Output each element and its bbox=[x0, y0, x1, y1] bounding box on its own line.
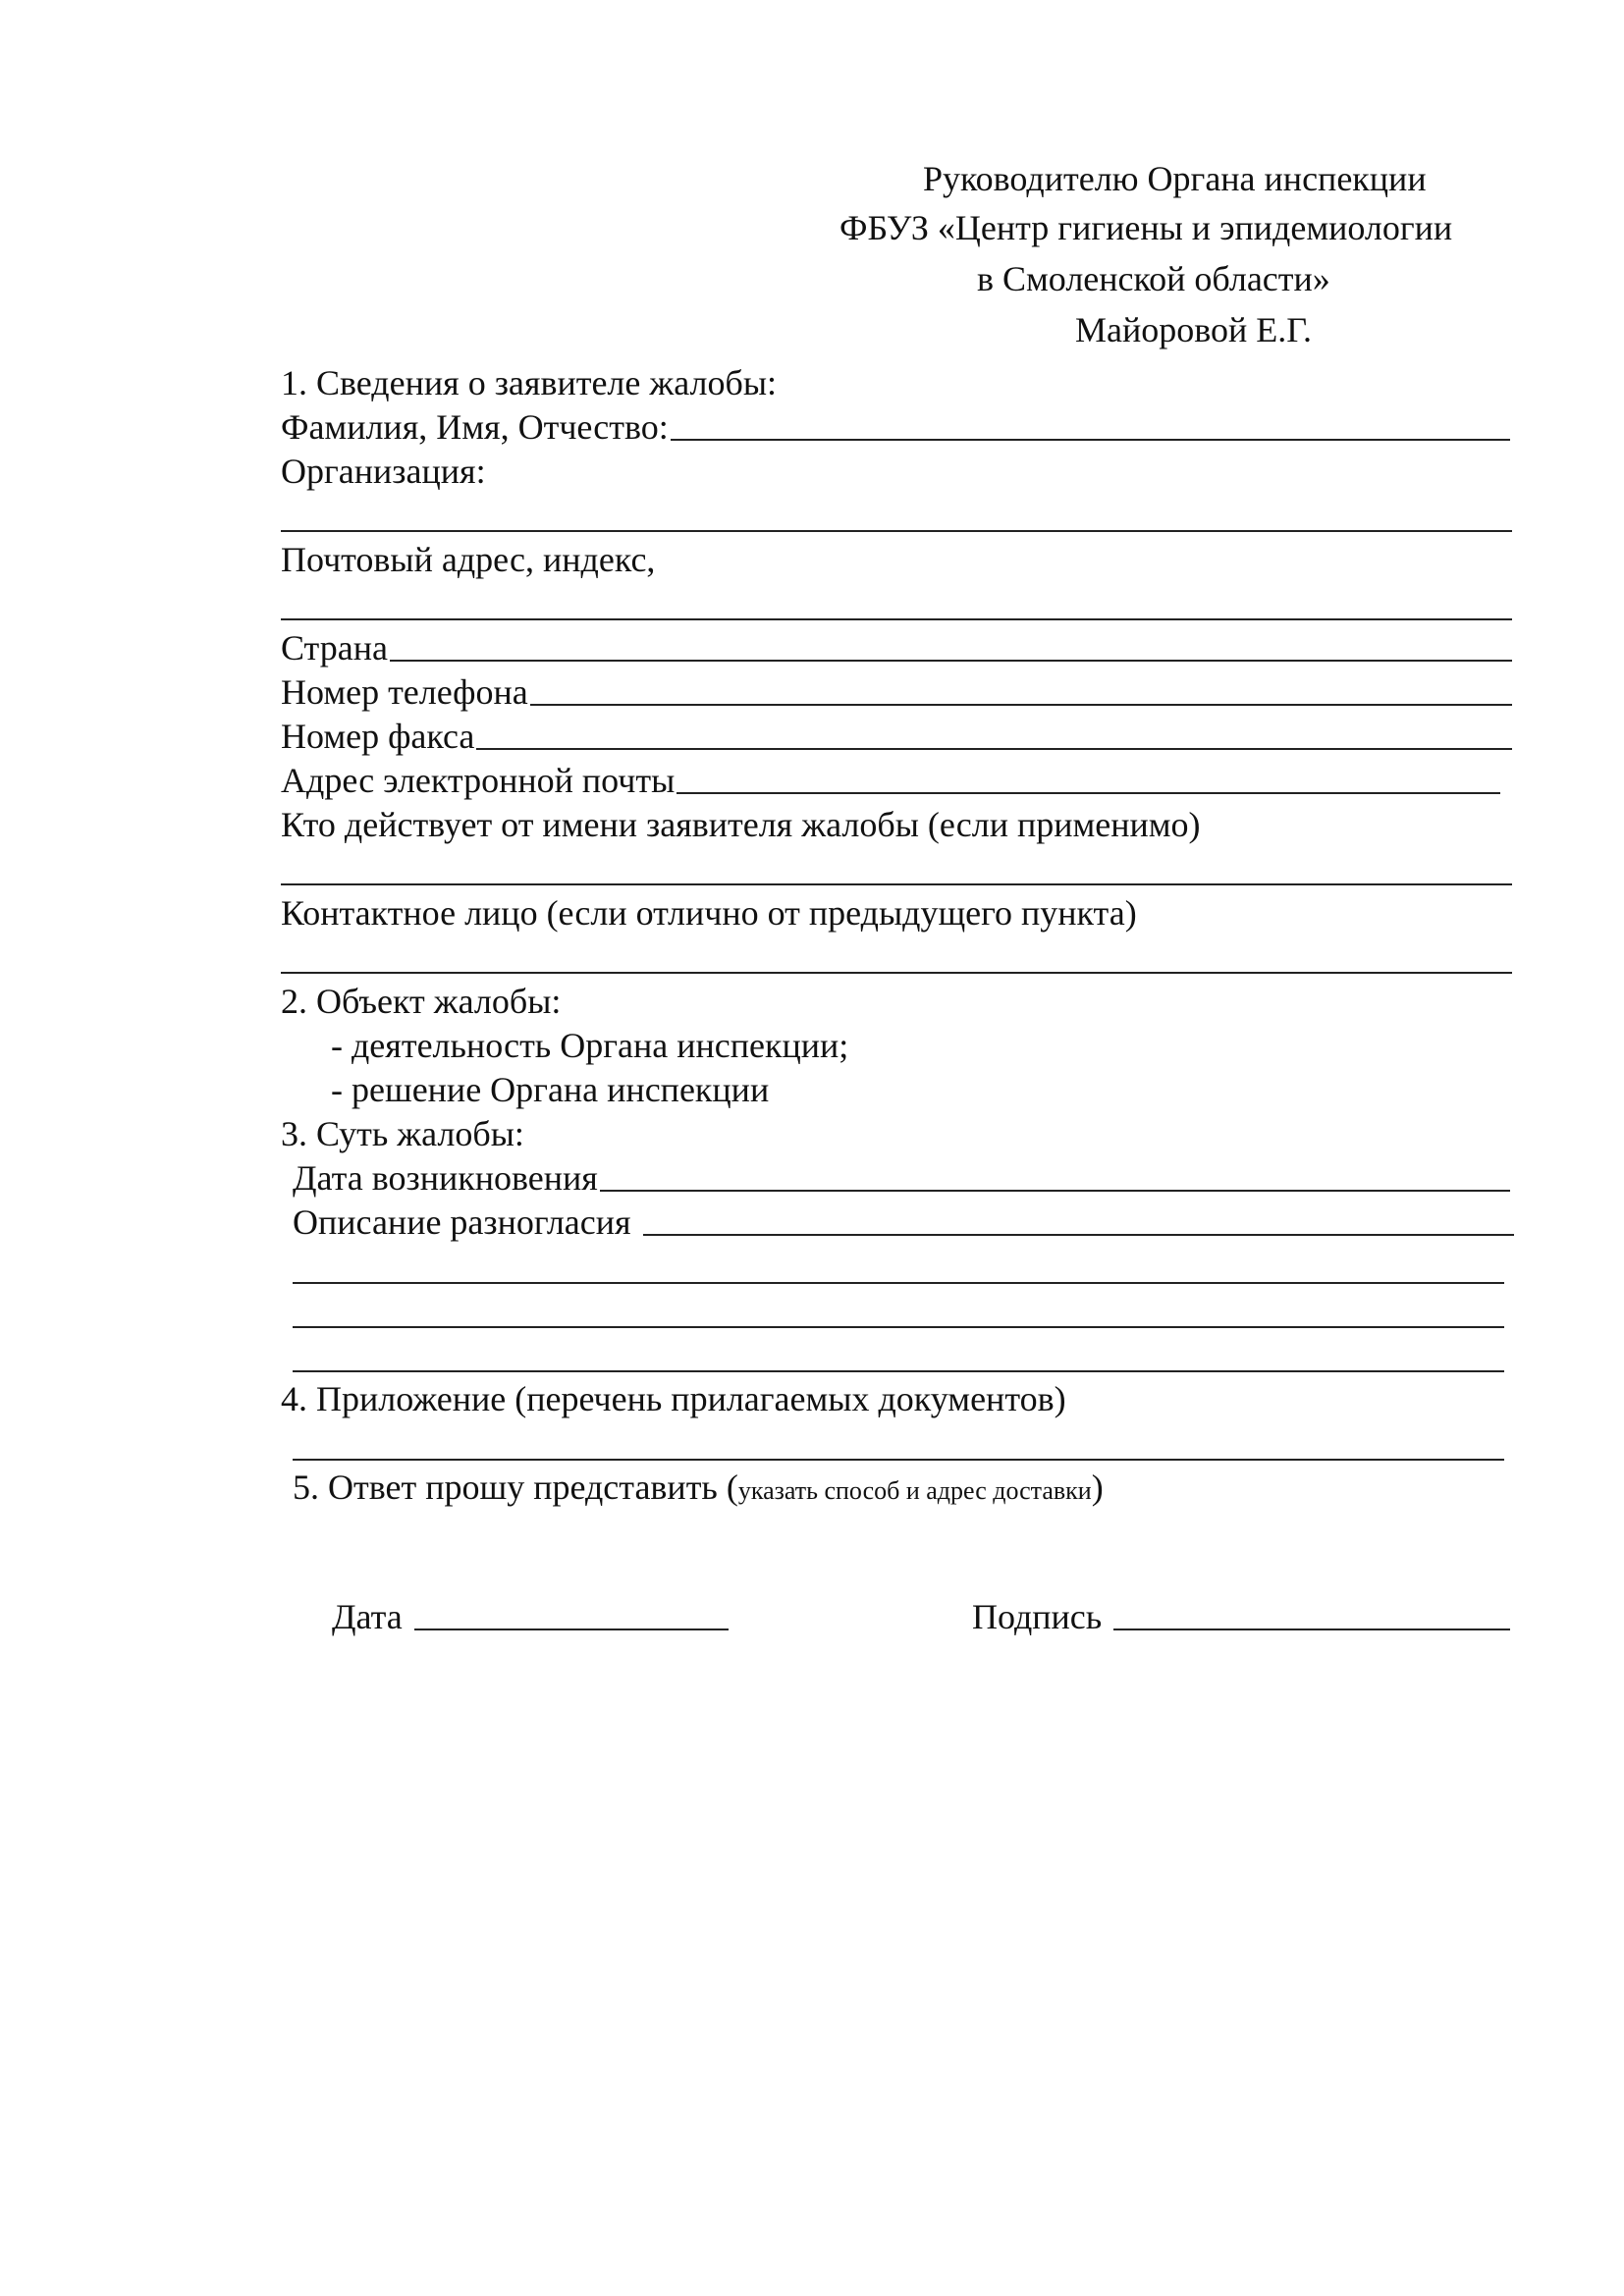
complaint-object-item-2: - решение Органа инспекции bbox=[331, 1070, 770, 1109]
organization-label: Организация: bbox=[281, 452, 486, 491]
footer-signature-label: Подпись bbox=[972, 1597, 1103, 1636]
fio-input-line[interactable] bbox=[671, 439, 1510, 441]
footer-signature-row bbox=[972, 1595, 1510, 1638]
addressee-line-4: Майоровой Е.Г. bbox=[1075, 310, 1313, 349]
section-3-title: 3. Суть жалобы: bbox=[281, 1114, 524, 1153]
representative-label: Кто действует от имени заявителя жалобы (если применимо) bbox=[281, 805, 1201, 844]
fax-field-row bbox=[281, 715, 1512, 758]
section-1-title: 1. Сведения о заявителе жалобы: bbox=[281, 363, 778, 402]
addressee-line-2: ФБУЗ «Центр гигиены и эпидемиологии bbox=[839, 208, 1453, 247]
section-5-label: 5. Ответ прошу представить ( bbox=[293, 1468, 738, 1507]
addressee-line-3: в Смоленской области» bbox=[977, 259, 1330, 298]
section-5-title bbox=[293, 1466, 1104, 1513]
section-4-title: 4. Приложение (перечень прилагаемых документов) bbox=[281, 1379, 1066, 1418]
email-field-row bbox=[281, 759, 1500, 802]
fax-input-line[interactable] bbox=[476, 748, 1512, 750]
email-label: Адрес электронной почты bbox=[281, 761, 676, 800]
complaint-object-item-1: - деятельность Органа инспекции; bbox=[331, 1026, 849, 1065]
section-5-hint: указать способ и адрес доставки bbox=[737, 1476, 1092, 1505]
fax-label: Номер факса bbox=[281, 717, 475, 756]
address-input-line[interactable] bbox=[281, 618, 1512, 620]
description-input-line-2[interactable] bbox=[293, 1282, 1504, 1284]
occurrence-date-label: Дата возникновения bbox=[293, 1158, 598, 1198]
section-2-title: 2. Объект жалобы: bbox=[281, 982, 562, 1021]
email-input-line[interactable] bbox=[677, 792, 1500, 794]
phone-input-line[interactable] bbox=[530, 704, 1512, 706]
footer-signature-input-line[interactable] bbox=[1113, 1629, 1510, 1630]
phone-label: Номер телефона bbox=[281, 672, 528, 712]
occurrence-date-input-line[interactable] bbox=[600, 1190, 1510, 1192]
country-input-line[interactable] bbox=[390, 660, 1512, 662]
attachments-input-line[interactable] bbox=[293, 1459, 1504, 1461]
description-field-row bbox=[293, 1201, 1514, 1244]
section-5-close-paren: ) bbox=[1091, 1468, 1104, 1507]
address-label: Почтовый адрес, индекс, bbox=[281, 540, 656, 579]
description-label: Описание разногласия bbox=[293, 1202, 631, 1242]
contact-person-label: Контактное лицо (если отлично от предыдущего пункта) bbox=[281, 893, 1137, 933]
description-input-line-3[interactable] bbox=[293, 1326, 1504, 1328]
footer-date-input-line[interactable] bbox=[414, 1629, 729, 1630]
country-field-row bbox=[281, 626, 1512, 669]
organization-input-line[interactable] bbox=[281, 530, 1512, 532]
fio-label: Фамилия, Имя, Отчество: bbox=[281, 407, 669, 447]
addressee-line-1: Руководителю Органа инспекции bbox=[923, 159, 1427, 198]
description-input-line-4[interactable] bbox=[293, 1370, 1504, 1372]
phone-field-row bbox=[281, 670, 1512, 714]
footer-date-row bbox=[332, 1595, 729, 1638]
contact-person-input-line[interactable] bbox=[281, 972, 1512, 974]
fio-field-row bbox=[281, 405, 1510, 449]
representative-input-line[interactable] bbox=[281, 883, 1512, 885]
country-label: Страна bbox=[281, 628, 388, 667]
description-input-line[interactable] bbox=[643, 1234, 1514, 1236]
occurrence-date-field-row bbox=[293, 1156, 1510, 1200]
footer-date-label: Дата bbox=[332, 1597, 403, 1636]
